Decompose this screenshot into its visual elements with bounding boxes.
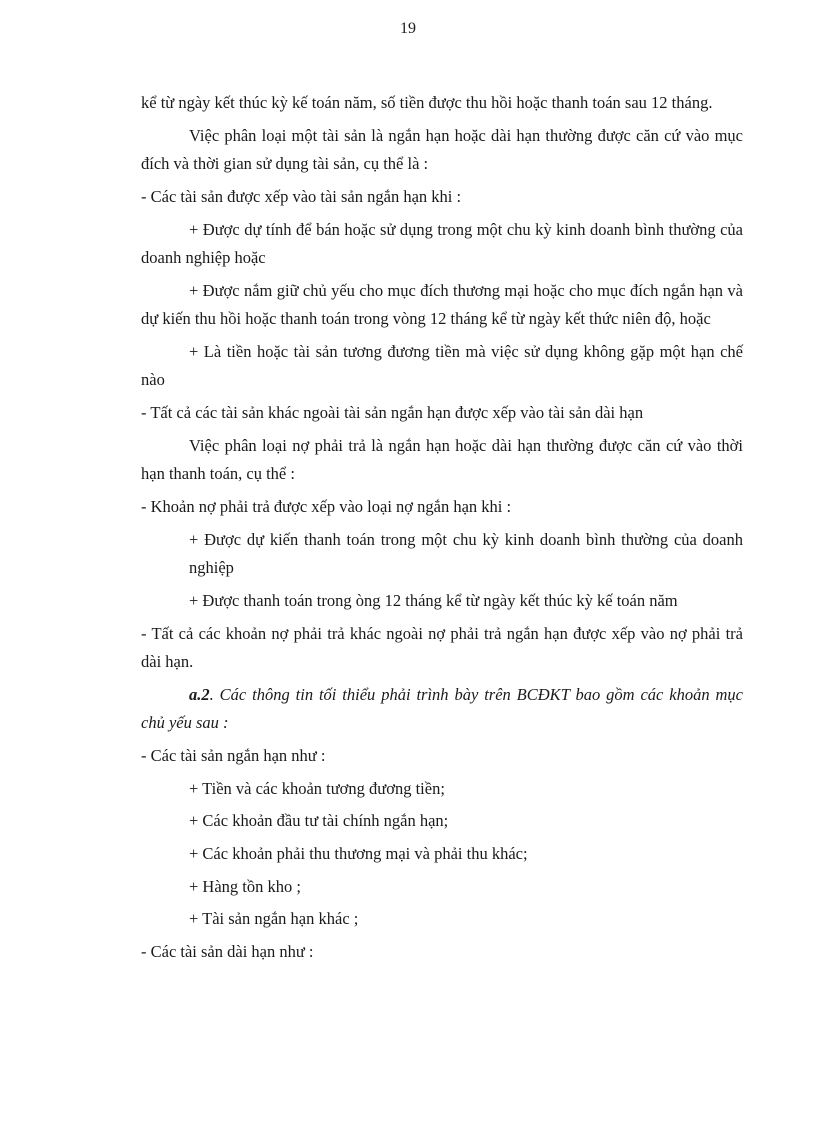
list-heading: - Tất cả các khoản nợ phải trả khác ngoài nợ phải trả ngắn hạn được xếp vào nợ phải trả dài hạn. bbox=[141, 623, 743, 672]
section-heading-a2 bbox=[141, 681, 743, 738]
list-item: + Được dự kiến thanh toán trong một chu kỳ kinh doanh bình thường của doanh nghiệp bbox=[189, 529, 743, 578]
list-heading: - Các tài sản dài hạn như : bbox=[141, 942, 314, 962]
document-body bbox=[141, 89, 743, 971]
list-item: + Được thanh toán trong òng 12 tháng kể từ ngày kết thúc kỳ kế toán năm bbox=[189, 590, 678, 610]
list-item: + Được nắm giữ chủ yếu cho mục đích thương mại hoặc cho mục đích ngắn hạn và dự kiến thu hồi hoặc thanh toán trong vòng 12 tháng kể từ ngày kết thức niên độ, hoặc bbox=[141, 280, 743, 329]
paragraph: Việc phân loại nợ phải trả là ngắn hạn hoặc dài hạn thường được căn cứ vào thời hạn thanh toán, cụ thể : bbox=[141, 435, 743, 484]
list-item: + Các khoản đầu tư tài chính ngắn hạn; bbox=[189, 811, 449, 831]
list-item: + Các khoản phải thu thương mại và phải thu khác; bbox=[189, 844, 528, 863]
page-number: 19 bbox=[400, 20, 416, 37]
section-label: a.2 bbox=[189, 684, 210, 704]
paragraph: Việc phân loại một tài sản là ngắn hạn hoặc dài hạn thường được căn cứ vào mục đích và thời gian sử dụng tài sản, cụ thể là : bbox=[141, 125, 743, 174]
list-item: + Được dự tính để bán hoặc sử dụng trong một chu kỳ kinh doanh bình thường của doanh nghiệp hoặc bbox=[141, 219, 743, 268]
list-heading: - Các tài sản ngắn hạn như : bbox=[141, 745, 326, 765]
list-item: + Tiền và các khoản tương đương tiền; bbox=[189, 778, 445, 798]
section-heading-text: . Các thông tin tối thiểu phải trình bày trên BCĐKT bao gồm các khoản mục chủ yếu sau : bbox=[141, 684, 743, 733]
paragraph: kể từ ngày kết thúc kỳ kế toán năm, số tiền được thu hồi hoặc thanh toán sau 12 tháng. bbox=[141, 93, 713, 112]
list-item: + Tài sản ngắn hạn khác ; bbox=[189, 909, 359, 929]
list-heading: - Tất cả các tài sản khác ngoài tài sản ngắn hạn được xếp vào tài sản dài hạn bbox=[141, 403, 644, 423]
list-heading: - Các tài sản được xếp vào tài sản ngắn hạn khi : bbox=[141, 186, 462, 206]
list-item: + Là tiền hoặc tài sản tương đương tiền mà việc sử dụng không gặp một hạn chế nào bbox=[141, 341, 743, 390]
list-heading: - Khoản nợ phải trả được xếp vào loại nợ ngắn hạn khi : bbox=[141, 497, 512, 516]
list-item: + Hàng tồn kho ; bbox=[189, 876, 301, 896]
